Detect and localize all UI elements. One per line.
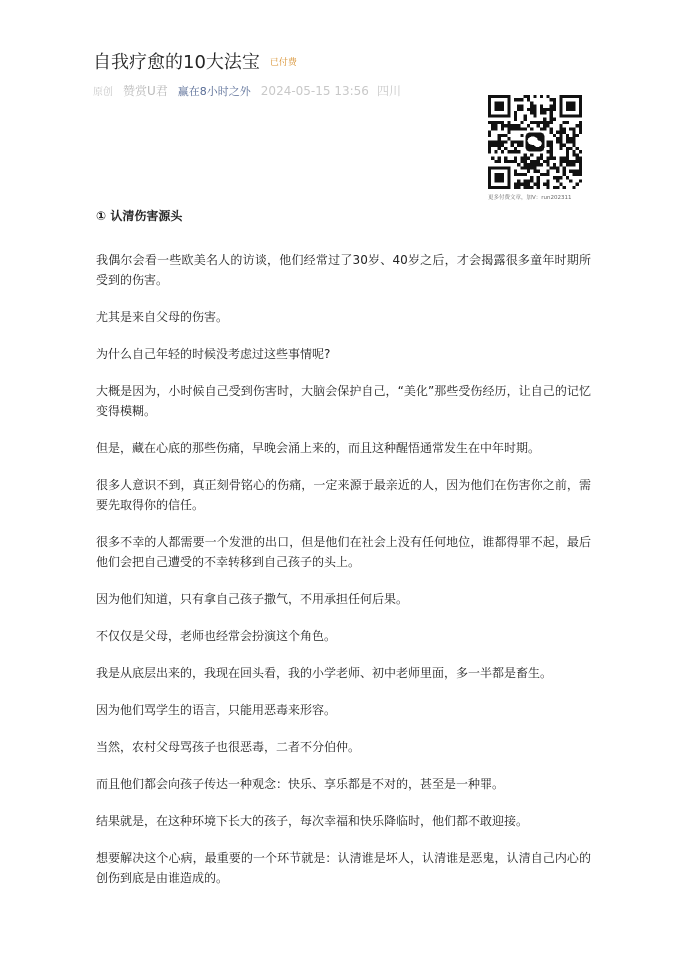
paragraph: 但是，藏在心底的那些伤痛，早晚会涌上来的，而且这种醒悟通常发生在中年时期。 [96, 441, 541, 455]
original-label: 原创 [93, 87, 113, 98]
paragraph: 很多人意识不到，真正刻骨铭心的伤痛，一定来源于最亲近的人，因为他们在伤害你之前，需要先取得你的信任。 [96, 478, 591, 512]
paid-badge: 已付费 [269, 58, 297, 68]
qr-code [488, 95, 582, 189]
publish-location: 四川 [376, 84, 401, 98]
author-name[interactable]: 赞赏U君 [123, 84, 168, 98]
article-meta [93, 82, 401, 99]
paragraph: 因为他们骂学生的语言，只能用恶毒来形容。 [96, 703, 337, 717]
paragraph: 而且他们都会向孩子传达一种观念：快乐、享乐都是不对的，甚至是一种罪。 [96, 777, 505, 791]
qr-caption: 更多付费文章，加V：run202311 [488, 195, 572, 201]
qr-block [488, 95, 582, 201]
paragraph: 尤其是来自父母的伤害。 [96, 310, 229, 324]
paragraph: 很多不幸的人都需要一个发泄的出口，但是他们在社会上没有任何地位，谁都得罪不起，最后他们会把自己遭受的不幸转移到自己孩子的头上。 [96, 535, 591, 569]
publish-datetime: 2024-05-15 13:56 [260, 84, 369, 98]
paragraph: 大概是因为，小时候自己受到伤害时，大脑会保护自己，“美化”那些受伤经历，让自己的记忆变得模糊。 [96, 384, 591, 418]
article-content [96, 207, 591, 905]
paragraph: 想要解决这个心病，最重要的一个环节就是：认清谁是坏人，认清谁是恶鬼，认清自己内心的创伤到底是由谁造成的。 [96, 851, 591, 885]
paragraph: 结果就是，在这种环境下长大的孩子，每次幸福和快乐降临时，他们都不敢迎接。 [96, 814, 529, 828]
title-row [93, 48, 297, 74]
article-title: 自我疗愈的10大法宝 [93, 52, 260, 73]
account-link[interactable]: 赢在8小时之外 [177, 85, 251, 98]
section-heading: ① 认清伤害源头 [96, 209, 183, 223]
paragraph: 因为他们知道，只有拿自己孩子撒气，不用承担任何后果。 [96, 592, 409, 606]
paragraph: 为什么自己年轻的时候没考虑过这些事情呢? [96, 347, 331, 361]
paragraph: 当然，农村父母骂孩子也很恶毒，二者不分伯仲。 [96, 740, 361, 754]
paragraph: 我偶尔会看一些欧美名人的访谈，他们经常过了30岁、40岁之后，才会揭露很多童年时期所受到的伤害。 [96, 253, 591, 287]
paragraph-list [96, 250, 591, 888]
paragraph: 不仅仅是父母，老师也经常会扮演这个角色。 [96, 629, 337, 643]
paragraph: 我是从底层出来的，我现在回头看，我的小学老师、初中老师里面，多一半都是畜生。 [96, 666, 553, 680]
